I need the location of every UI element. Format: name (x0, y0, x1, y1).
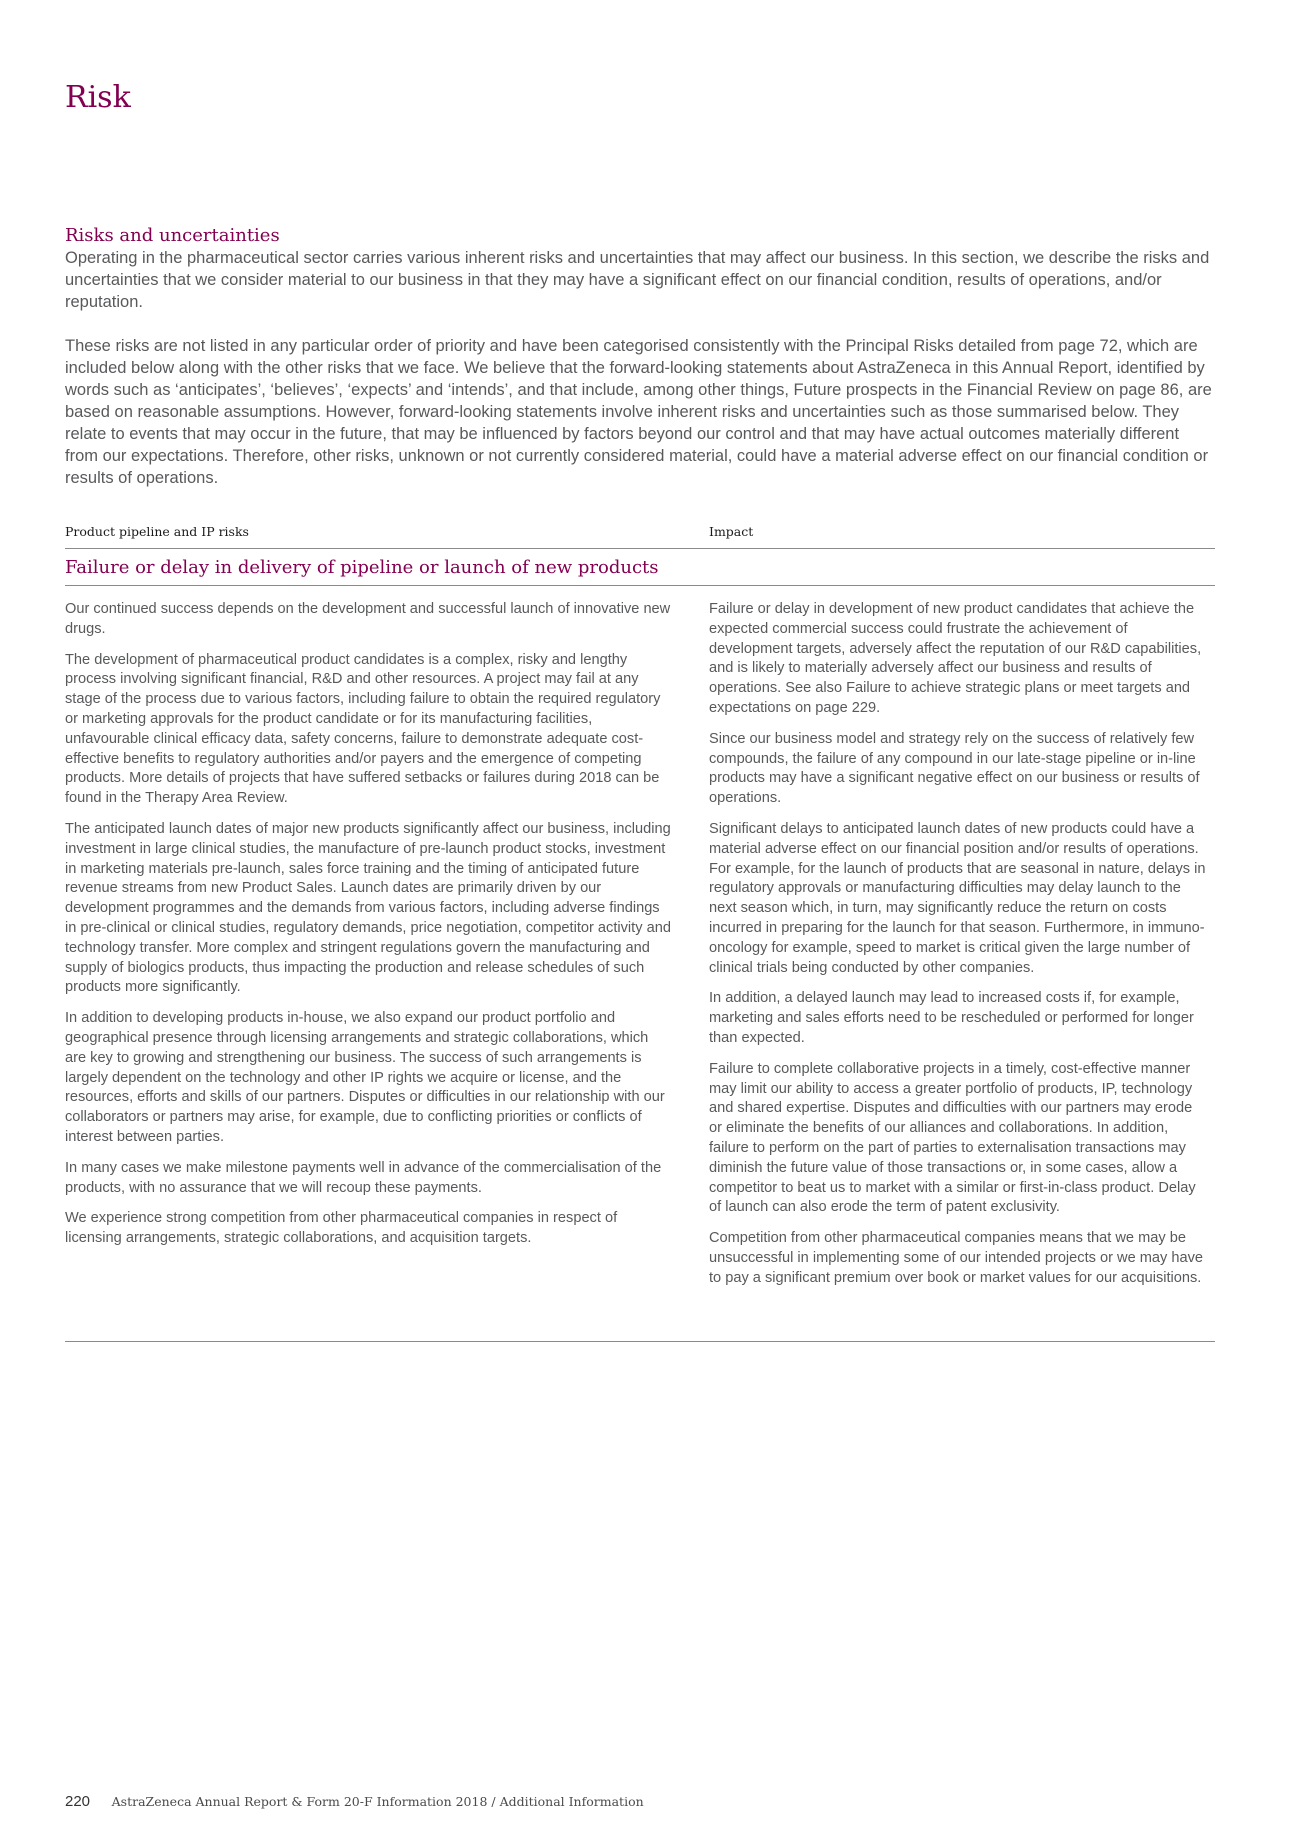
risk-description-column (65, 600, 673, 1260)
divider (65, 1341, 1215, 1342)
footer-text: AstraZeneca Annual Report & Form 20-F Information 2018 / Additional Information (111, 1794, 644, 1809)
risk-table (65, 524, 1215, 1342)
impact-paragraph: In addition, a delayed launch may lead to increased costs if, for example, marketing and sales efforts need to be rescheduled or performed for longer than expected. (709, 990, 1194, 1046)
section-heading: Risks and uncertainties (65, 225, 280, 246)
table-header (65, 524, 1215, 548)
risk-paragraph: The development of pharmaceutical product candidates is a complex, risky and lengthy process involving significant financial, R&D and other resources. A project may fail at any stage of the process due to various factors, including failure to obtain the required regulatory or marketing approvals for the product candidate or for its manufacturing facilities, unfavourable clinical efficacy data, safety concerns, failure to demonstrate adequate cost-effective benefits to regulatory authorities and/or payers and the emergence of competing products. More details of projects that have suffered setbacks or failures during 2018 can be found in the Therapy Area Review. (65, 651, 661, 807)
risk-paragraph: We experience strong competition from other pharmaceutical companies in respect of licensing arrangements, strategic collaborations, and acquisition targets. (65, 1210, 618, 1247)
impact-column (709, 600, 1209, 1300)
impact-paragraph: Failure to complete collaborative projects in a timely, cost-effective manner may limit our ability to access a greater portfolio of products, IP, technology and shared expertise. Disputes and difficulties with our partners may erode or eliminate the benefits of our alliances and collaborations. In addition, failure to perform on the part of parties to externalisation transactions may diminish the future value of those transactions or, in some cases, allow a competitor to beat us to market with a similar or first-in-class product. Delay of launch can also erode the term of patent exclusivity. (709, 1060, 1196, 1216)
impact-paragraph: Competition from other pharmaceutical companies means that we may be unsuccessful in implementing some of our intended projects or we may have to pay a significant premium over book or market values for our acquisitions. (709, 1230, 1204, 1286)
column-header-risk: Product pipeline and IP risks (65, 524, 249, 539)
intro-text (65, 247, 1215, 489)
page-number: 220 (65, 1793, 91, 1810)
column-header-impact: Impact (709, 524, 754, 539)
risk-paragraph: Our continued success depends on the development and successful launch of innovative new drugs. (65, 601, 671, 637)
risk-paragraph: In addition to developing products in-house, we also expand our product portfolio and geographical presence through licensing arrangements and strategic collaborations, which are key to growing and strengthening our business. The success of such arrangements is largely dependent on the technology and other IP rights we acquire or license, and the resources, efforts and skills of our partners. Disputes or difficulties in our relationship with our collaborators or partners may arise, for example, due to conflicting priorities or conflicts of interest between parties. (65, 1010, 665, 1145)
risks-section (65, 225, 1215, 511)
page-title: Risk (65, 80, 131, 115)
impact-paragraph: Significant delays to anticipated launch dates of new products could have a material adverse effect on our financial position and/or results of operations. For example, for the launch of products that are seasonal in nature, delays in regulatory approvals or manufacturing difficulties may delay launch to the next season which, in turn, may significantly reduce the return on costs incurred in preparing for the launch for that season. Furthermore, in immuno-oncology for example, speed to market is critical given the large number of clinical trials being conducted by other companies. (709, 820, 1206, 976)
intro-paragraph: These risks are not listed in any particular order of priority and have been categorised consistently with the Principal Risks detailed from page 72, which are included below along with the other risks that we face. We believe that the forward-looking statements about AstraZeneca in this Annual Report, identified by words such as ‘anticipates’, ‘believes’, ‘expects’ and ‘intends’, and that include, among other things, Future prospects in the Financial Review on page 86, are based on reasonable assumptions. However, forward-looking statements involve inherent risks and uncertainties such as those summarised below. They relate to events that may occur in the future, that may be influenced by factors beyond our control and that may have actual outcomes materially different from our expectations. Therefore, other risks, unknown or not currently considered material, could have a material adverse effect on our financial condition or results of operations. (65, 337, 1212, 487)
risk-paragraph: In many cases we make milestone payments well in advance of the commercialisation of the products, with no assurance that we will recoup these payments. (65, 1159, 662, 1196)
page-footer (65, 1793, 644, 1810)
impact-paragraph: Failure or delay in development of new product candidates that achieve the expected commercial success could frustrate the achievement of development targets, adversely affect the reputation of our R&D capabilities, and is likely to materially adversely affect our business and results of operations. See also Failure to achieve strategic plans or meet targets and expectations on page 229. (709, 601, 1202, 716)
risk-title: Failure or delay in delivery of pipeline or launch of new products (65, 557, 659, 578)
impact-paragraph: Since our business model and strategy rely on the success of relatively few compounds, the failure of any compound in our late-stage pipeline or in-line products may have a significant negative effect on our business or results of operations. (709, 730, 1200, 807)
risk-columns (65, 586, 1215, 1341)
risk-paragraph: The anticipated launch dates of major new products significantly affect our business, including investment in large clinical studies, the manufacture of pre-launch product stocks, investment in marketing materials pre-launch, sales force training and the timing of anticipated future revenue streams from new Product Sales. Launch dates are primarily driven by our development programmes and the demands from various factors, including adverse findings in pre-clinical or clinical studies, regulatory demands, price negotiation, competitor activity and technology transfer. More complex and stringent regulations govern the manufacturing and supply of biologics products, thus impacting the production and release schedules of such products more significantly. (65, 820, 671, 996)
intro-paragraph: Operating in the pharmaceutical sector carries various inherent risks and uncertainties that may affect our business. In this section, we describe the risks and uncertainties that we consider material to our business in that they may have a significant effect on our financial condition, results of operations, and/or reputation. (65, 249, 1210, 311)
